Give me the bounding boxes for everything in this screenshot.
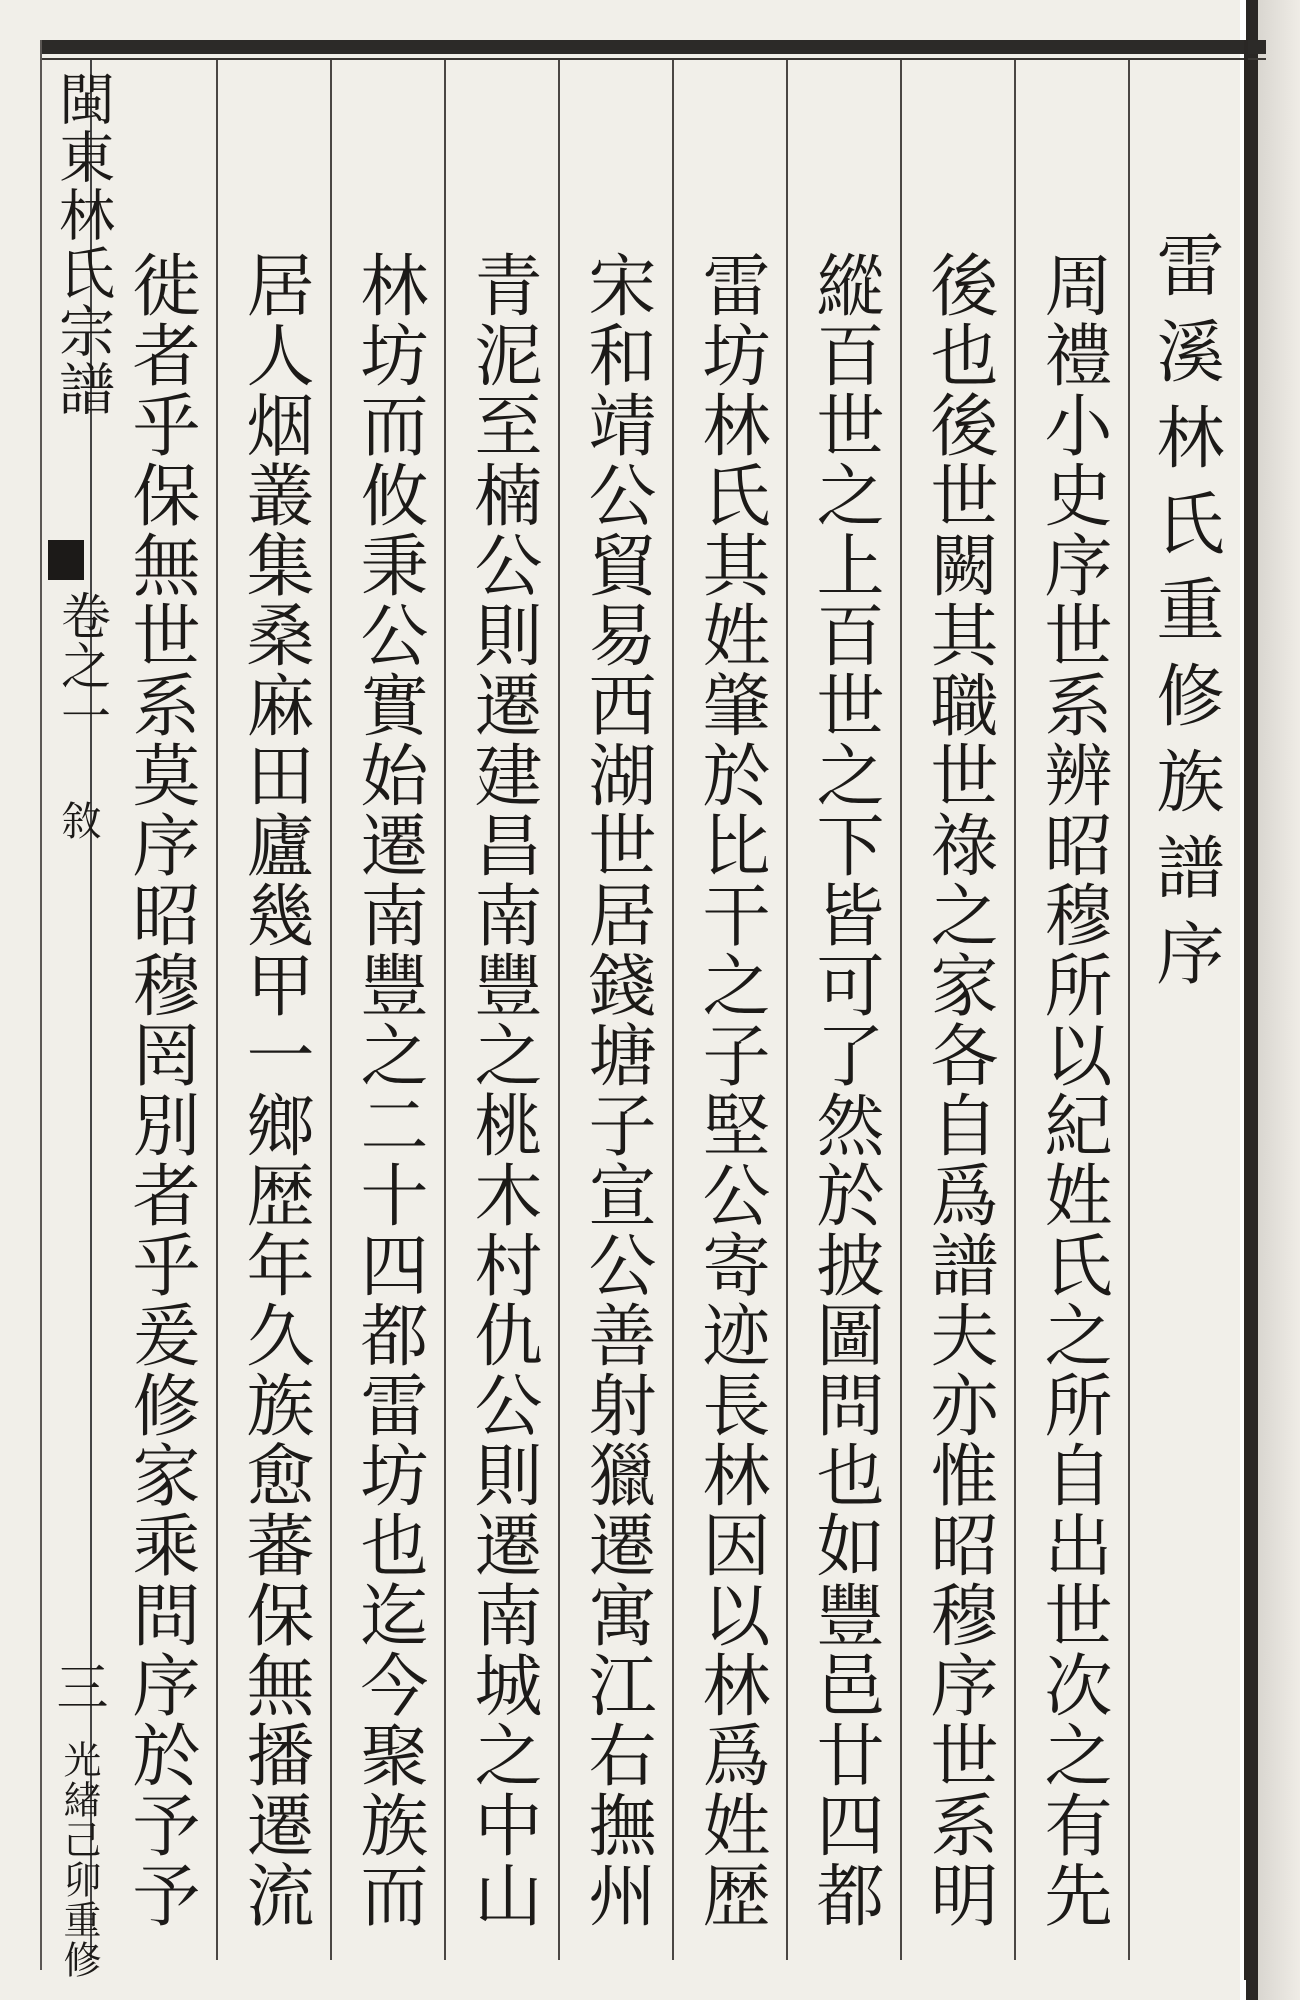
text-column-6: 青泥至楠公則遷建昌南豐之桃木村仇公則遷南城之中山 [463, 250, 542, 1930]
margin-section: 敘 [55, 800, 101, 840]
text-column-8: 居人烟叢集桑麻田廬幾甲一鄉歴年久族愈蕃保無播遷流 [235, 250, 314, 1930]
preface-title: 雷溪林氏重修族譜序 [1145, 230, 1224, 1004]
right-border-rule [1244, 40, 1248, 1980]
column-rule [1128, 60, 1130, 1960]
column-rule [1014, 60, 1016, 1960]
margin-black-fishtail [48, 540, 84, 580]
text-column-7: 林坊而攸秉公實始遷南豐之二十四都雷坊也迄今聚族而 [349, 250, 428, 1930]
text-column-4: 雷坊林氏其姓肇於比干之子堅公寄迹長林因以林爲姓歴 [691, 250, 770, 1930]
column-rule [444, 60, 446, 1960]
text-column-1: 周禮小史序世系辨昭穆所以紀姓氏之所自出世次之有先 [1033, 250, 1112, 1930]
margin-edition: 光緒己卯重修 [57, 1740, 101, 1980]
margin-page-number: 三 [47, 1660, 107, 1712]
column-rule [558, 60, 560, 1960]
top-border-thin-rule [40, 58, 1266, 60]
column-rule [900, 60, 902, 1960]
text-column-3: 縱百世之上百世之下皆可了然於披圖問也如豐邑廿四都 [805, 250, 884, 1930]
top-border-rule [40, 40, 1266, 54]
margin-volume: 卷之一 [53, 590, 111, 740]
column-rule [330, 60, 332, 1960]
column-rule [786, 60, 788, 1960]
binding-edge [1240, 0, 1300, 2000]
text-column-2: 後也後世闕其職世祿之家各自爲譜夫亦惟昭穆序世系明 [919, 250, 998, 1930]
column-rule [216, 60, 218, 1960]
column-rule [672, 60, 674, 1960]
text-column-5: 宋和靖公貿易西湖世居錢塘子宣公善射獵遷寓江右撫州 [577, 250, 656, 1930]
margin-book-title: 閩東林氏宗譜 [50, 70, 115, 418]
text-column-9: 徙者乎保無世系莫序昭穆罔別者乎爰修家乘問序於予予 [121, 250, 200, 1930]
